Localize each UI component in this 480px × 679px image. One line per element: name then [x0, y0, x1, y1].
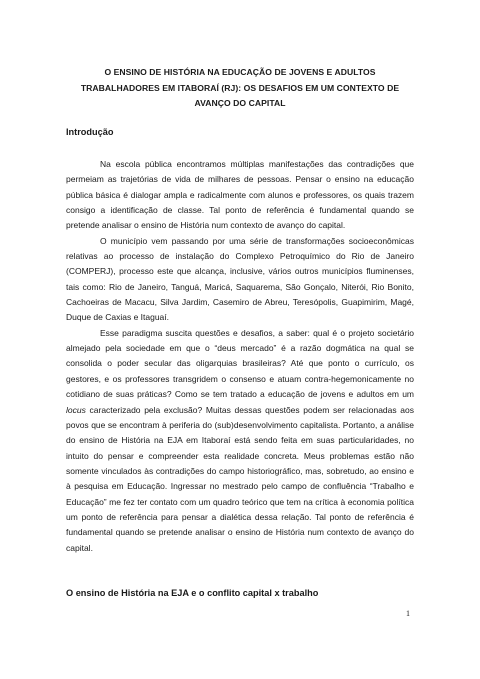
section-heading-ensino-historia-eja: O ensino de História na EJA e o conflito capital x trabalho	[66, 588, 319, 598]
paragraph-3-part-1: Esse paradigma suscita questões e desafios, a saber: qual é o projeto societário almejado pela sociedade em que o “deus mercado” é a razão dogmática na qual se consolida o poder secular das oligarquias brasileiras? Até que ponto o currículo, os gestores, e os professores transgridem o consenso e atuam contra-hegemonicamente no cotidiano de suas práticas? Como se tem tratado a educação de jovens e adultos em um	[66, 327, 414, 400]
paragraph-3	[66, 326, 414, 556]
paragraph-2: O município vem passando por uma série de transformações socioeconômicas relativas ao processo de instalação do Complexo Petroquímico do Rio de Janeiro (COMPERJ), processo este que alcança, inclusive, vários outros municípios fluminenses, tais como: Rio de Janeiro, Tanguá, Maricá, Saquarema, São Gonçalo, Niterói, Rio Bonito, Cachoeiras de Macacu, Silva Jardim, Casemiro de Abreu, Teresópolis, Guapimirim, Magé, Duque de Caxias e Itaguaí.	[66, 235, 414, 323]
document-title: O ENSINO DE HISTÓRIA NA EDUCAÇÃO DE JOVENS E ADULTOS TRABALHADORES EM ITABORAÍ (RJ): OS DESAFIOS EM UM CONTEXTO DE AVANÇO DO CAPITAL	[80, 67, 400, 108]
page-number: 1	[406, 609, 410, 618]
body-text	[66, 157, 414, 556]
paragraph-1: Na escola pública encontramos múltiplas manifestações das contradições que permeiam as trajetórias de vida de milhares de pessoas. Pensar o ensino na educação pública básica é dialogar ampla e radicalmente com alunos e professores, os quais trazem consigo a identificação de classe. Tal ponto de referência é fundamental quando se pretende analisar o ensino de História num contexto de avanço do capital.	[66, 159, 414, 231]
paragraph-3-italic-term: locus	[66, 404, 86, 415]
paragraph-3-part-2: caracterizado pela exclusão? Muitas dessas questões podem ser relacionadas aos povos que se encontram à periferia do (sub)desenvolvimento capitalista. Portanto, a análise do ensino de História na EJA em Itaboraí está sendo feita em suas particularidades, no intuito do pensar e compreender esta realidade concreta. Meus problemas estão não somente vinculados às contradições do campo historiográfico, mas, sobretudo, ao ensino e à pesquisa em Educação. Ingressar no mestrado pelo campo de confluência “Trabalho e Educação” me fez ter contato com um quadro teórico que tem na crítica à economia política um ponto de referência para pensar a dialética dessa relação. Tal ponto de referência é fundamental quando se pretende analisar o ensino de História num contexto de avanço do capital.	[66, 404, 414, 553]
section-heading-introduction: Introdução	[66, 127, 114, 137]
